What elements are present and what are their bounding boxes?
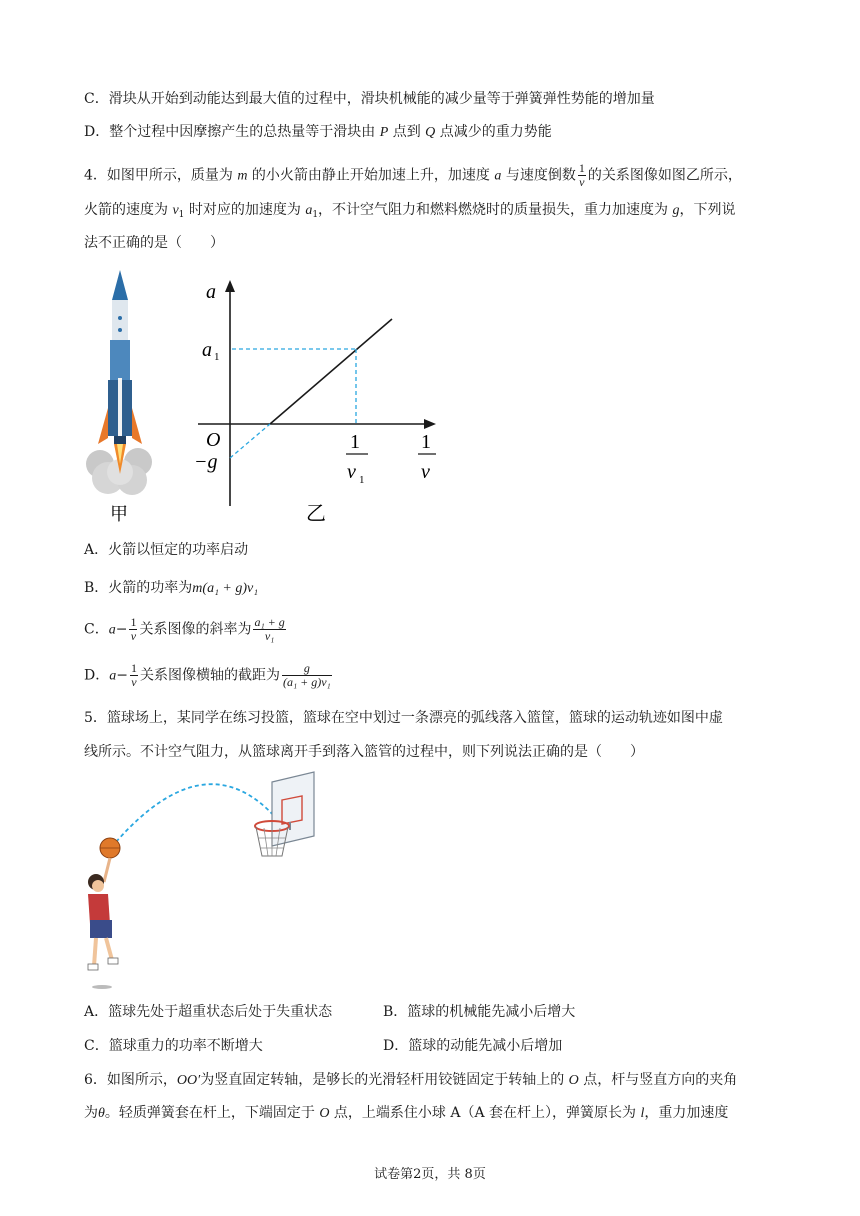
x-axis-num: 1	[421, 431, 431, 453]
q4-option-a: A．火箭以恒定的功率启动	[84, 542, 249, 558]
q6-text: 点，杆与竖直方向的夹角	[578, 1072, 738, 1088]
rocket	[98, 270, 142, 444]
intercept-fraction	[282, 662, 332, 689]
q4-stem-line3: 法不正确的是（ ）	[84, 235, 224, 251]
option-b-pre: B．火箭的功率为	[84, 580, 193, 596]
q4-text: 与速度倒数	[501, 167, 576, 184]
q4-text: 4．如图甲所示，质量为	[84, 167, 238, 184]
q4-stem-line1	[84, 162, 742, 189]
q4-stem-line2	[84, 200, 736, 225]
power-expression: m(a₁ + g)v₁	[192, 581, 259, 596]
backboard	[272, 772, 314, 846]
point-q: Q	[425, 125, 436, 140]
rel-num: 1	[130, 615, 137, 629]
y-axis-label: a	[206, 281, 216, 303]
frac-den: v	[579, 175, 585, 189]
q6-stem-line1	[84, 1070, 737, 1091]
slope-num: a₁ + g	[254, 615, 285, 629]
rel-frac	[129, 616, 137, 643]
x-tick-num: 1	[350, 431, 360, 453]
basketball-figure	[76, 770, 326, 996]
rel-frac	[130, 662, 138, 689]
q6-text: 。轻质弹簧套在杆上，下端固定于	[104, 1105, 320, 1121]
q4-text: 火箭的速度为	[84, 202, 173, 218]
q4-option-b	[84, 578, 258, 599]
slope-den: v₁	[264, 629, 275, 643]
q4-text: 时对应的加速度为	[184, 202, 306, 218]
q6-stem-line2	[84, 1103, 728, 1124]
q4-text: 的关系图像如图乙所示，	[587, 167, 742, 184]
y-axis-arrow	[225, 280, 235, 292]
q5-option-d: D．篮球的动能先减小后增加	[383, 1038, 563, 1054]
player	[88, 838, 120, 989]
q6-text: 6．如图所示，	[84, 1072, 177, 1088]
q4-option-c	[84, 616, 288, 643]
rel-num: 1	[130, 661, 137, 675]
q5-option-b: B．篮球的机械能先减小后增大	[383, 1004, 576, 1020]
point-o: O	[568, 1073, 579, 1088]
rel-a: a	[108, 622, 116, 638]
fig-label-jia: 甲	[110, 504, 128, 524]
q3-option-c: C．滑块从开始到动能达到最大值的过程中，滑块机械能的减少量等于弹簧弹性势能的增加量	[84, 91, 655, 107]
gravity-g: g	[672, 203, 680, 218]
rel-den: v	[131, 675, 137, 689]
ball-trajectory	[116, 784, 276, 842]
x-axis-den: v	[421, 461, 430, 483]
rel-den: v	[130, 629, 137, 643]
option-d-pre: D．	[84, 667, 110, 684]
spring-length-l: l	[640, 1106, 645, 1121]
a1-sub: 1	[312, 210, 319, 220]
q5-stem-line1: 5．篮球场上，某同学在练习投篮，篮球在空中划过一条漂亮的弧线落入篮筐，篮球的运动轨迹如图中虚	[84, 710, 723, 726]
shadow	[92, 985, 112, 989]
q4-option-d	[84, 662, 334, 689]
q6-text: ，重力加速度	[644, 1105, 729, 1121]
v1-sub: 1	[178, 210, 185, 220]
extension-dashed	[230, 424, 270, 458]
option-d-mid: 关系图像横轴的截距为	[139, 667, 280, 684]
x-axis-arrow	[424, 419, 436, 429]
axis-oo: OO′	[176, 1073, 201, 1088]
origin-label: O	[206, 429, 221, 451]
a1: a	[305, 203, 313, 218]
q6-text: 为竖直固定转轴，是够长的光滑轻杆用铰链固定于转轴上的	[200, 1072, 569, 1088]
x-tick-den-sub: 1	[359, 474, 365, 486]
q4-text: ，下列说	[679, 202, 736, 218]
frac-num: 1	[578, 161, 585, 175]
accel-a: a	[494, 168, 502, 184]
x-tick-den: v	[347, 461, 356, 483]
q3-option-d-mid: 点到	[388, 124, 426, 140]
inverse-v-fraction	[578, 162, 586, 189]
angle-theta: θ	[98, 1106, 105, 1121]
point-o: O	[319, 1106, 330, 1121]
a-vs-inverse-v-graph	[190, 278, 450, 528]
a1-label: a	[202, 339, 212, 361]
rel-minus: −	[116, 667, 128, 684]
q4-text: ，不计空气阻力和燃料燃烧时的质量损失，重力加速度为	[318, 202, 673, 218]
q3-option-d	[84, 122, 552, 143]
page-footer: 试卷第2页，共 8页	[374, 1167, 486, 1182]
fig-label-yi: 乙	[306, 503, 326, 525]
slope-fraction	[253, 616, 285, 643]
q3-option-d-pre: D．整个过程中因摩擦产生的总热量等于滑块由	[84, 124, 380, 140]
intercept-den: (a₁ + g)v₁	[282, 675, 331, 689]
rocket-figure	[80, 268, 160, 528]
intercept-num: g	[282, 662, 332, 676]
a1-label-sub: 1	[214, 351, 220, 363]
option-c-pre: C．	[84, 621, 109, 638]
q5-stem-line2: 线所示。不计空气阻力，从篮球离开手到落入篮管的过程中，则下列说法正确的是（ ）	[84, 744, 644, 760]
data-line	[270, 319, 392, 424]
q5-option-c: C．篮球重力的功率不断增大	[84, 1038, 263, 1054]
neg-g-label: −g	[194, 451, 218, 473]
q6-text: 为	[84, 1105, 98, 1121]
v1: v	[172, 203, 179, 218]
rel-minus: −	[115, 621, 128, 638]
mass-m: m	[237, 168, 248, 184]
q4-text: 的小火箭由静止开始加速上升，加速度	[247, 167, 495, 184]
q6-text: 点，上端系住小球 A（A 套在杆上），弹簧原长为	[329, 1105, 641, 1121]
q5-option-a: A．篮球先处于超重状态后处于失重状态	[84, 1004, 333, 1020]
point-p: P	[379, 125, 389, 140]
rel-a: a	[109, 668, 117, 684]
q3-option-d-post: 点减少的重力势能	[435, 124, 552, 140]
option-c-mid: 关系图像的斜率为	[139, 621, 252, 638]
